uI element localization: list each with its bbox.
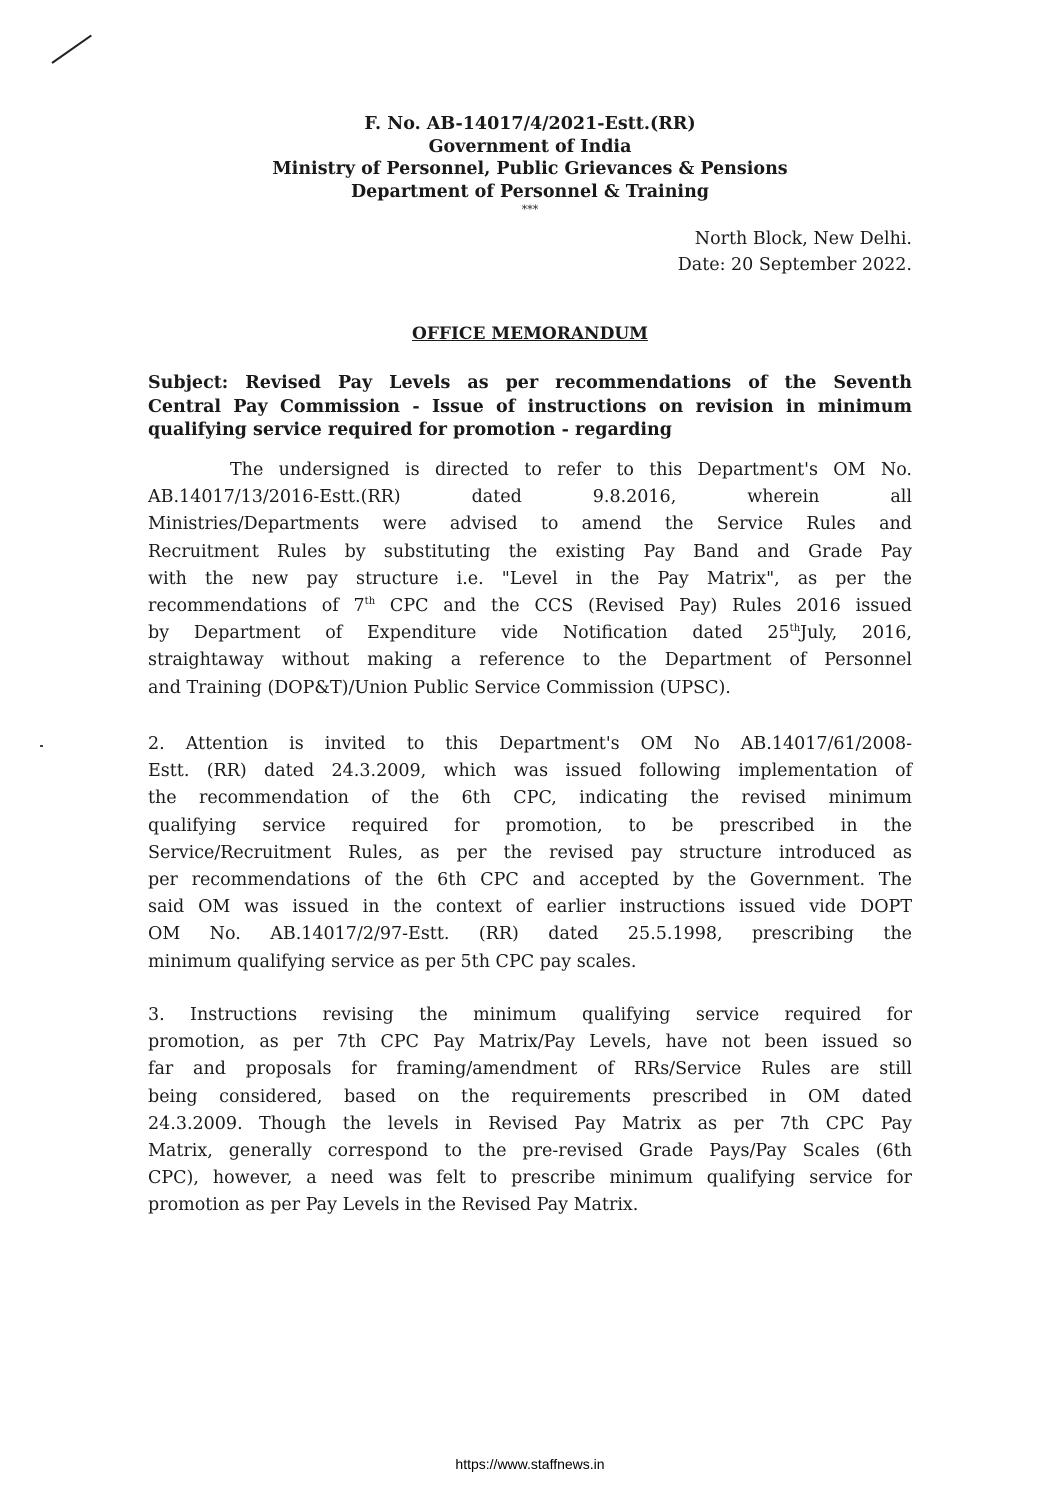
paragraph-line: Ministries/Departments were advised to amend the Service Rules and	[148, 514, 912, 535]
footer-url: https://www.staffnews.in	[455, 1456, 605, 1472]
paragraph-line: and Training (DOP&T)/Union Public Service Commission (UPSC).	[148, 677, 731, 698]
place-date-block	[678, 226, 912, 278]
paragraph-line: 2. Attention is invited to this Department's OM No AB.14017/61/2008-	[148, 734, 912, 754]
paragraph-3	[148, 1002, 912, 1220]
paragraph-line: 3. Instructions revising the minimum qualifying service required for	[148, 1005, 912, 1025]
paragraph-line: straightaway without making a reference to the Department of Personnel	[148, 650, 912, 671]
separator-stars: ***	[521, 203, 539, 216]
paragraph-line: OM No. AB.14017/2/97-Estt. (RR) dated 25.5.1998, prescribing the	[148, 924, 912, 945]
paragraph-line: the recommendation of the 6th CPC, indicating the revised minimum	[148, 788, 912, 809]
paragraph-line: CPC), however, a need was felt to prescribe minimum qualifying service for	[148, 1168, 912, 1189]
paragraph-line: promotion, as per 7th CPC Pay Matrix/Pay Levels, have not been issued so	[148, 1032, 912, 1053]
subject	[148, 372, 912, 443]
paragraph-line: promotion as per Pay Levels in the Revised Pay Matrix.	[148, 1195, 639, 1216]
paragraph-line: by Department of Expenditure vide Notification dated 25thJuly, 2016,	[148, 623, 912, 644]
paragraph-line: AB.14017/13/2016-Estt.(RR) dated 9.8.2016, wherein all	[148, 487, 912, 508]
letterhead	[0, 113, 1060, 217]
paragraph-line: Estt. (RR) dated 24.3.2009, which was issued following implementation of	[148, 761, 912, 782]
paragraph-line: far and proposals for framing/amendment of RRs/Service Rules are still	[148, 1059, 912, 1080]
scan-speck	[40, 745, 43, 747]
paragraph-line: recommendations of 7th CPC and the CCS (Revised Pay) Rules 2016 issued	[148, 596, 913, 617]
paragraph-line: minimum qualifying service as per 5th CPC pay scales.	[148, 951, 637, 972]
paragraph-line: Matrix, generally correspond to the pre-revised Grade Pays/Pay Scales (6th	[148, 1141, 912, 1162]
subject-line: qualifying service required for promotion - regarding	[148, 420, 672, 440]
pen-mark	[51, 35, 91, 64]
date: Date: 20 September 2022.	[677, 255, 912, 275]
paragraph-line: being considered, based on the requirements prescribed in OM dated	[148, 1086, 912, 1107]
paragraph-line: The undersigned is directed to refer to this Department's OM No.	[230, 460, 912, 480]
department-name: Department of Personnel & Training	[350, 181, 710, 202]
paragraph-line: with the new pay structure i.e. "Level in the Pay Matrix", as per the	[148, 568, 912, 589]
paragraph-line: per recommendations of the 6th CPC and accepted by the Government. The	[148, 870, 912, 891]
paragraph-line: qualifying service required for promotion, to be prescribed in the	[148, 815, 912, 836]
paragraph-2	[148, 731, 912, 976]
ministry-name: Ministry of Personnel, Public Grievances & Pensions	[272, 159, 788, 179]
paragraph-line: said OM was issued in the context of earlier instructions issued vide DOPT	[148, 897, 912, 918]
place: North Block, New Delhi.	[694, 229, 912, 249]
paragraph-line: Service/Recruitment Rules, as per the revised pay structure introduced as	[148, 842, 912, 863]
document-title: OFFICE MEMORANDUM	[412, 324, 648, 344]
paragraph-line: 24.3.2009. Though the levels in Revised Pay Matrix as per 7th CPC Pay	[148, 1113, 912, 1134]
paragraph-1	[148, 457, 912, 702]
subject-line: Subject: Revised Pay Levels as per recommendations of the Seventh	[148, 373, 912, 393]
subject-line: Central Pay Commission - Issue of instructions on revision in minimum	[148, 396, 912, 417]
file-number: F. No. AB-14017/4/2021-Estt.(RR)	[364, 114, 696, 134]
paragraph-line: Recruitment Rules by substituting the existing Pay Band and Grade Pay	[148, 541, 912, 562]
government-name: Government of India	[428, 136, 632, 157]
